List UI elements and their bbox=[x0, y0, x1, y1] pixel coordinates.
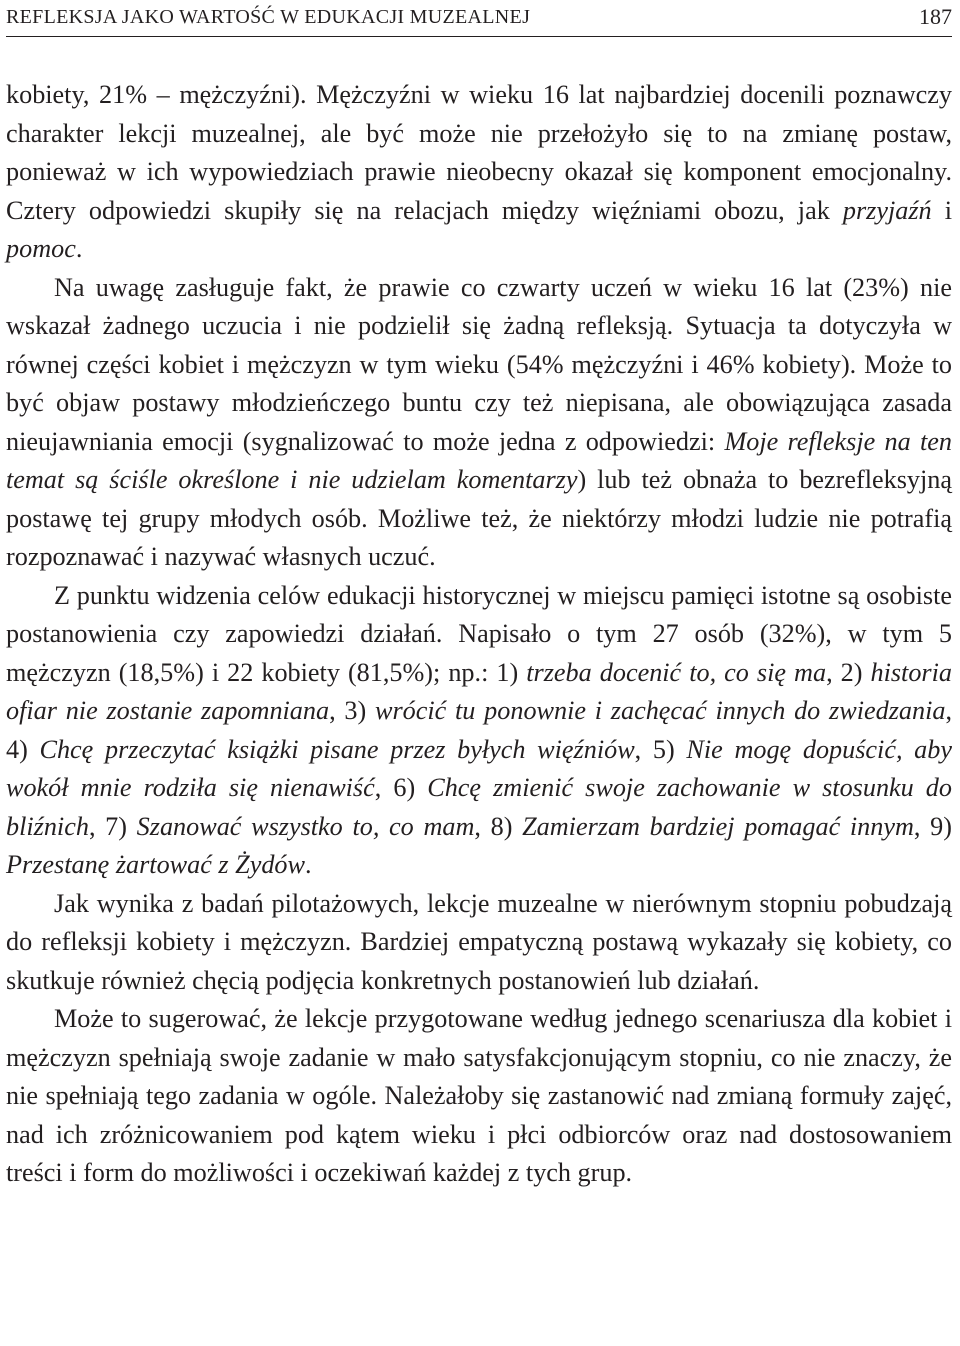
page-number: 187 bbox=[919, 4, 952, 29]
paragraph-1 bbox=[6, 76, 952, 269]
paragraph-2 bbox=[6, 269, 952, 577]
italic-quote: Moje refleksje na ten temat są ściśle określone i nie udzielam komentarzy bbox=[6, 426, 952, 494]
text-run: ) lub też obnaża to bezrefleksyjną postawę tej grupy młodych osób. Możliwe też, że niektórzy młodzi ludzie nie potrafią rozpoznawać i nazywać własnych uczuć. bbox=[6, 465, 952, 571]
paragraph-4 bbox=[6, 885, 952, 1001]
text-run: , 6) bbox=[374, 773, 428, 802]
italic-quote: Zamierzam bardziej pomagać innym bbox=[522, 811, 914, 841]
text-run: Jak wynika z badań pilotażowych, lekcje muzealne w nierównym stopniu pobudzają do refleksji kobiety i mężczyzn. Bardziej empatyczną postawą wykazały się kobiety, co skutkuje również chęcią podjęcia konkretnych postanowień lub działań. bbox=[6, 888, 952, 995]
italic-quote: pomoc bbox=[6, 234, 76, 263]
italic-quote: Szanować wszystko to, co mam bbox=[136, 811, 475, 841]
italic-quote: historia ofiar nie zostanie zapomniana bbox=[6, 657, 952, 725]
italic-quote: przyjaźń bbox=[842, 195, 932, 225]
text-run: , 5) bbox=[634, 734, 687, 764]
text-run: , 3) bbox=[329, 696, 375, 725]
italic-quote: Chcę przeczytać książki pisane przez byłych więźniów bbox=[39, 734, 635, 764]
text-run: Z punktu widzenia celów edukacji historycznej w miejscu pamięci istotne są osobiste postanowienia czy zapowiedzi działań. Napisało o tym 27 osób (32%), w tym 5 mężczyzn (18,5%) i 22 kobiety (81,5%); np.: 1) bbox=[6, 580, 952, 687]
italic-quote: wrócić tu ponownie i zachęcać innych do zwiedzania bbox=[374, 696, 946, 725]
paragraph-5 bbox=[6, 1000, 952, 1193]
text-run: , 2) bbox=[826, 657, 871, 687]
italic-quote: Przestanę żartować z Żydów bbox=[6, 850, 305, 879]
text-run: , 4) bbox=[6, 696, 952, 764]
text-run: Może to sugerować, że lekcje przygotowane według jednego scenariusza dla kobiet i mężczyzn spełniają swoje zadanie w mało satysfakcjonującym stopniu, co nie znaczy, że nie spełniają tego zadania w ogóle. Należałoby się zastanowić nad zmianą formuły zajęć, nad ich zróżnicowaniem pod kątem wieku i płci odbiorców oraz nad dostosowaniem treści i form do możliwości i oczekiwań każdej z tych grup. bbox=[6, 1004, 952, 1187]
text-run: Na uwagę zasługuje fakt, że prawie co czwarty uczeń w wieku 16 lat (23%) nie wskazał żadnego uczucia i nie podzielił się żadną refleksją. Sytuacja ta dotyczyła w równej części kobiet i mężczyzn w tym wieku (54% mężczyźni i 46% kobiety). Może to być objaw postawy młodzieńczego buntu czy też niepisana, ale obowiązująca zasada nieujawniania emocji (sygnalizować to może jedna z odpowiedzi: bbox=[6, 272, 952, 456]
text-run: . bbox=[75, 234, 83, 263]
text-run: , 8) bbox=[474, 811, 523, 841]
running-header bbox=[6, 4, 952, 37]
running-title: REFLEKSJA JAKO WARTOŚĆ W EDUKACJI MUZEALNEJ bbox=[6, 6, 531, 28]
italic-quote: Chcę zmienić swoje zachowanie w stosunku do bliźnich bbox=[6, 773, 952, 841]
text-run: kobiety, 21% – mężczyźni). Mężczyźni w wieku 16 lat najbardziej docenili poznawczy charakter lekcji muzealnej, ale być może nie przełożyło się to na zmianę postaw, ponieważ w ich wypowiedziach prawie nieobecny okazał się komponent emocjonalny. Cztery odpowiedzi skupiły się na relacjach między więźniami obozu, jak bbox=[6, 80, 952, 225]
text-run: . bbox=[304, 850, 312, 879]
text-run: i bbox=[931, 195, 952, 225]
italic-quote: Nie mogę dopuścić, aby wokół mnie rodziła się nienawiść bbox=[6, 734, 952, 802]
text-run: , 7) bbox=[88, 811, 137, 841]
text-run: , 9) bbox=[913, 811, 952, 841]
body-text bbox=[6, 76, 952, 1193]
paragraph-3 bbox=[6, 577, 952, 885]
italic-quote: trzeba docenić to, co się ma bbox=[526, 657, 827, 687]
